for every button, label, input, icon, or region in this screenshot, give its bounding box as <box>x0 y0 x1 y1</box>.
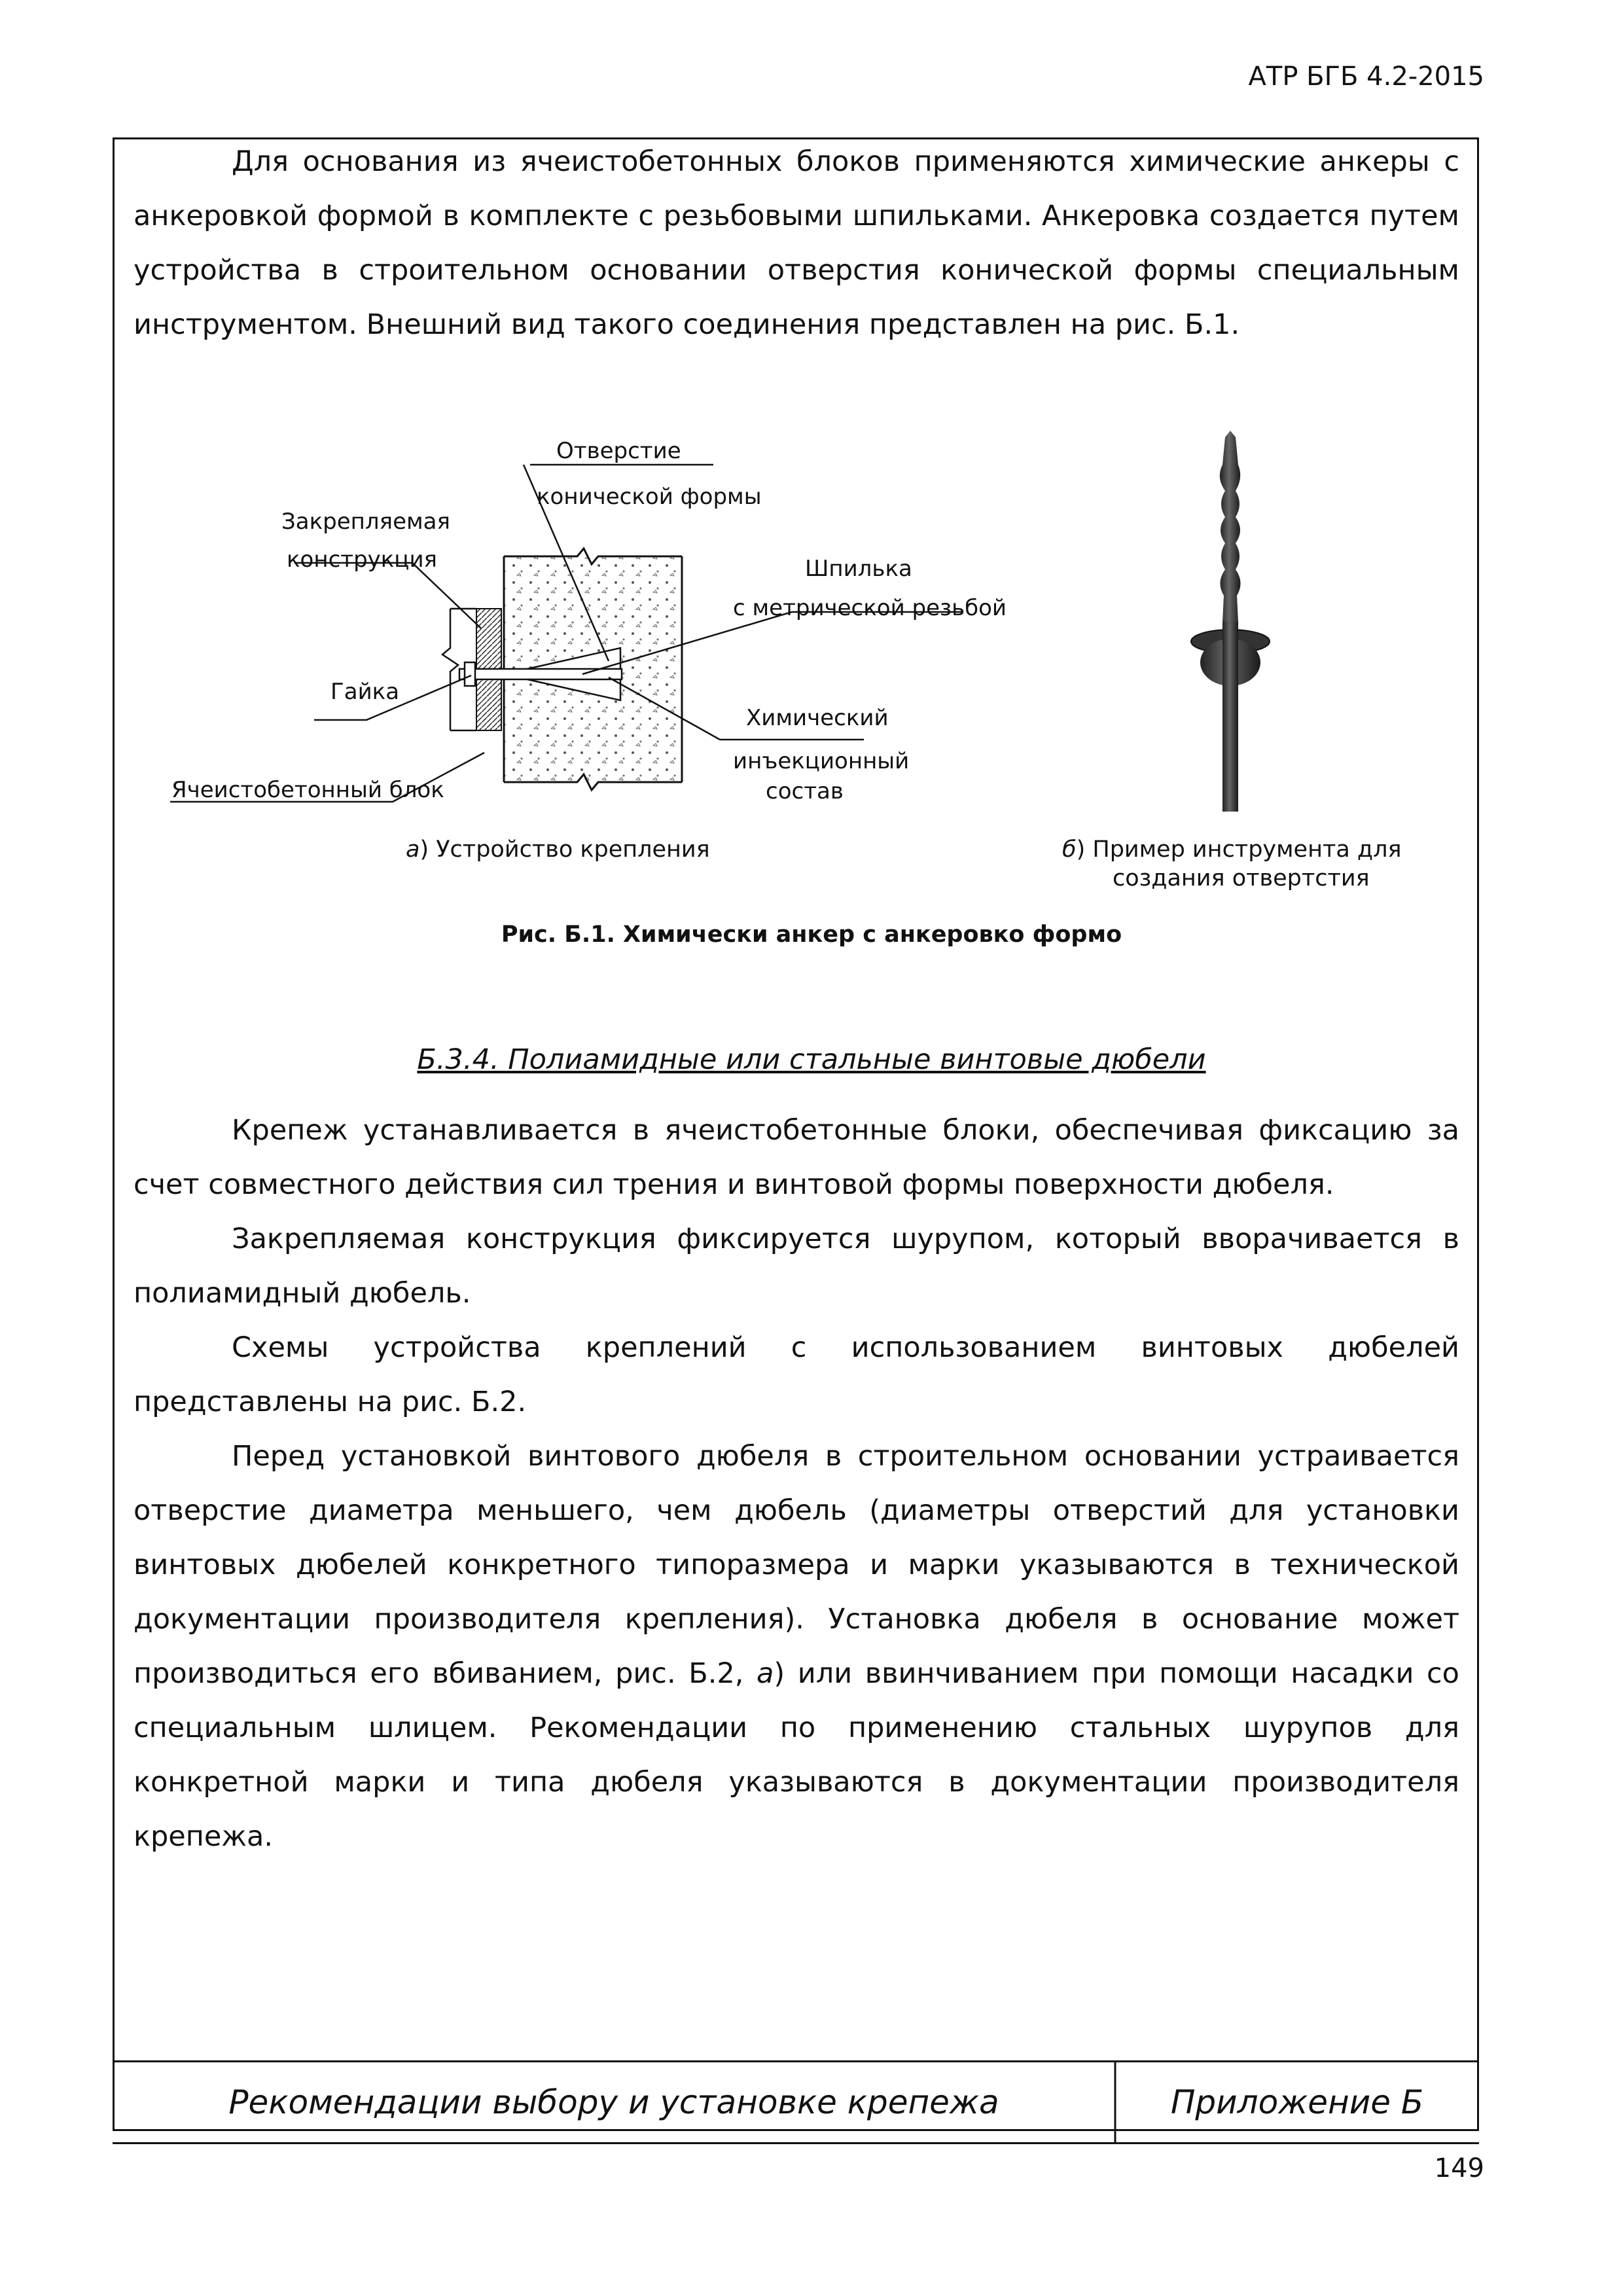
caption-a: а) Устройство крепления <box>406 836 710 863</box>
paragraph-intro: Для основания из ячеистобетонных блоков применяются химические анкеры с анкеровкой формой в комплекте с резьбовыми шпильками. Анкеровка создается путем устройства в строительном основании отверстия конической формы специальным инструментом. Внешний вид такого соединения представлен на рис. Б.1. <box>134 145 1459 341</box>
nut-shape <box>465 662 475 686</box>
label-stud-1: Шпилька <box>805 556 912 582</box>
label-chem-2: инъекционный <box>733 748 910 774</box>
caption-b-line2: создания отвертстия <box>1113 865 1370 891</box>
label-block: Ячеистобетонный блок <box>171 777 444 803</box>
title-block-title: Рекомендации выбору и установке крепежа <box>228 2083 999 2121</box>
paragraph-3: Закрепляемая конструкция фиксируется шурупом, который вворачивается в полиамидный дюбель. <box>134 1223 1459 1310</box>
label-chem-1: Химический <box>746 705 889 731</box>
label-nut: Гайка <box>330 679 400 705</box>
paragraph-4: Схемы устройства креплений с использованием винтовых дюбелей представлены на рис. Б.2. <box>134 1331 1459 1418</box>
label-chem-3: состав <box>766 778 844 804</box>
title-block <box>113 2060 1479 2144</box>
caption-b-line1: б) Пример инструмента для <box>1062 836 1402 863</box>
label-hole-2: конической формы <box>537 484 762 510</box>
drill-tool-image <box>1165 425 1296 825</box>
label-structure-2: конструкция <box>287 547 437 573</box>
page-number: 149 <box>1434 2153 1484 2183</box>
paragraph-2: Крепеж устанавливается в ячеистобетонные блоки, обеспечивая фиксацию за счет совместного действия сил трения и винтовой формы поверхности дюбеля. <box>134 1114 1459 1201</box>
label-structure-1: Закрепляемая <box>281 509 450 535</box>
section-heading: Б.3.4. Полиамидные или стальные винтовые дюбели <box>417 1043 1206 1076</box>
paragraph-5: Перед установкой винтового дюбеля в строительном основании устраивается отверстие диаметра меньшего, чем дюбель (диаметры отверстий для установки винтовых дюбелей конкретного типоразмера и марки указываются в технической документации производителя крепления). Установка дюбеля в основание может производиться его вбиванием, рис. Б.2, а) или ввинчиванием при помощи насадки со специальным шлицем. Рекомендации по применению стальных шурупов для конкретной марки и типа дюбеля указываются в документации производителя крепежа. <box>134 1440 1459 1853</box>
anchor-diagram <box>157 419 1008 825</box>
label-hole-1: Отверстие <box>556 438 681 464</box>
document-code: АТР БГБ 4.2-2015 <box>1248 62 1484 92</box>
title-block-appendix: Приложение Б <box>1170 2083 1424 2121</box>
figure-title: Рис. Б.1. Химически анкер с анкеровко формо <box>501 922 1122 948</box>
tool-shank <box>1222 622 1238 812</box>
label-stud-2: с метрической резьбой <box>733 595 1007 621</box>
drill-bit <box>1220 431 1241 622</box>
